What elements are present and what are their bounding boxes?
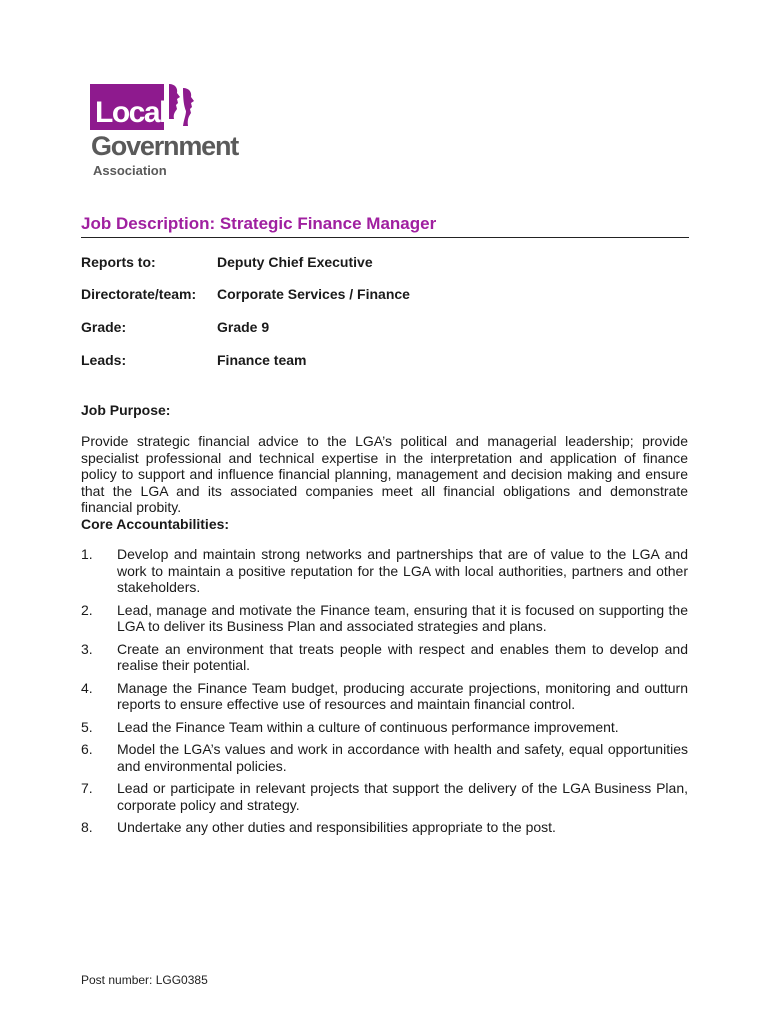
- list-item-text: Lead, manage and motivate the Finance team, ensuring that it is focused on supporting the LGA to deliver its Business Plan and associated strategies and plans.: [117, 601, 688, 634]
- list-item: [81, 680, 688, 713]
- list-item-number: 2.: [81, 601, 93, 618]
- list-item-text: Model the LGA’s values and work in accordance with health and safety, equal opportunities and environmental policies.: [117, 741, 688, 774]
- detail-value: Corporate Services / Finance: [217, 286, 410, 302]
- job-purpose-text: Provide strategic financial advice to the LGA’s political and managerial leadership; provide specialist professional and technical expertise in the interpretation and application of finance policy to support and influence financial planning, management and decision making and ensure that the LGA and its associated companies meet all financial obligations and demonstrate financial probity.: [81, 433, 688, 515]
- list-item: [81, 741, 688, 774]
- list-item: [81, 780, 688, 813]
- list-item: [81, 719, 688, 736]
- list-item-number: 6.: [81, 741, 93, 757]
- job-purpose-heading: Job Purpose:: [81, 402, 171, 418]
- detail-label: Reports to:: [81, 254, 156, 270]
- logo-association-text: Association: [93, 163, 167, 178]
- list-item-text: Undertake any other duties and responsibilities appropriate to the post.: [117, 819, 556, 835]
- accountabilities-list: [81, 546, 688, 842]
- list-item: [81, 641, 688, 674]
- page-title: Job Description: Strategic Finance Manager: [81, 214, 437, 233]
- detail-label: Leads:: [81, 352, 127, 368]
- list-item: [81, 602, 688, 635]
- title-divider: [81, 237, 689, 238]
- faces-profile-icon: [165, 82, 201, 132]
- list-item-number: 5.: [81, 718, 93, 735]
- logo-government-text: Government: [91, 131, 239, 161]
- list-item-number: 3.: [81, 640, 93, 657]
- list-item-number: 8.: [81, 819, 93, 835]
- detail-value: Deputy Chief Executive: [217, 254, 373, 270]
- detail-value: Grade 9: [217, 319, 270, 335]
- list-item: [81, 546, 688, 596]
- list-item-text: Lead or participate in relevant projects that support the delivery of the LGA Business Plan, corporate policy and strategy.: [117, 780, 688, 813]
- list-item-number: 7.: [81, 780, 93, 796]
- post-number-footer: Post number: LGG0385: [81, 973, 208, 987]
- detail-value: Finance team: [217, 352, 307, 368]
- list-item: [81, 819, 688, 836]
- list-item-text: Lead the Finance Team within a culture of continuous performance improvement.: [117, 718, 619, 735]
- detail-label: Directorate/team:: [81, 286, 197, 302]
- list-item-text: Manage the Finance Team budget, producing accurate projections, monitoring and outturn reports to ensure effective use of resources and maintain financial control.: [117, 679, 688, 712]
- core-accountabilities-heading: Core Accountabilities:: [81, 516, 230, 532]
- list-item-number: 4.: [81, 679, 93, 696]
- logo-local-box: [90, 84, 164, 130]
- logo-local-text: Local: [95, 96, 166, 129]
- list-item-text: Create an environment that treats people with respect and enables them to develop and realise their potential.: [117, 640, 688, 673]
- list-item-number: 1.: [81, 546, 93, 562]
- lga-logo: [87, 80, 257, 180]
- list-item-text: Develop and maintain strong networks and partnerships that are of value to the LGA and work to maintain a positive reputation for the LGA with local authorities, partners and other stakeholders.: [117, 546, 688, 595]
- detail-label: Grade:: [81, 319, 127, 335]
